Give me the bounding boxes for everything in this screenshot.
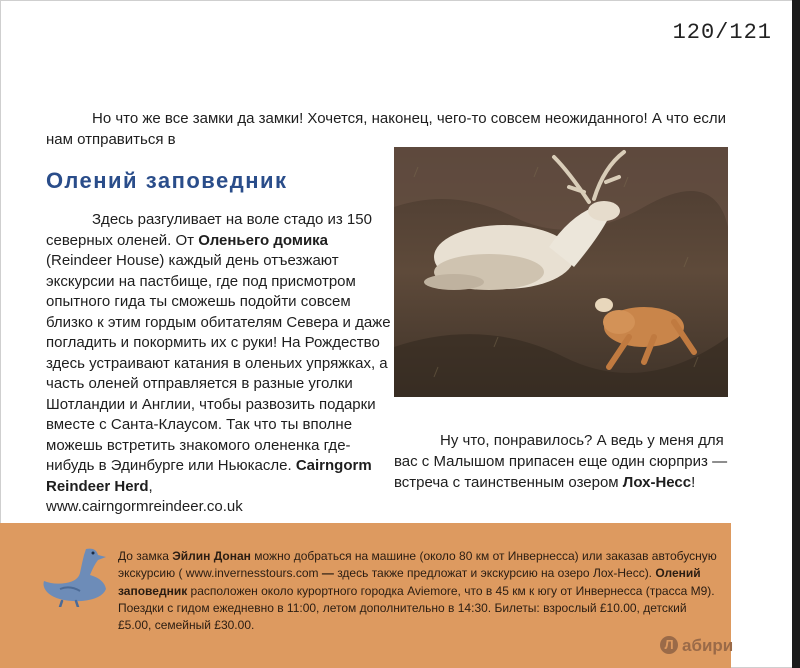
info-text-1: До замка (118, 549, 173, 563)
closing-text-2: ! (691, 474, 696, 491)
info-text-4: расположен около курортного городка Aviemore, что в 45 км к югу от Инвернесса (трасса M9). Поездки с гидом ежедневно в 11:00, летом дополнительно в 14:30. Билеты: взрослый £10.00, детский £5.00, семейный £30.00. (118, 583, 715, 633)
info-text (118, 548, 718, 634)
viewer-scrollbar[interactable] (792, 0, 800, 668)
body-bold-1: Оленьего домика (198, 231, 329, 249)
section-body (46, 210, 392, 518)
logo-text: абири (682, 636, 734, 655)
reindeer-photo (394, 147, 728, 397)
body-text-1: Здесь разгуливает на воле стадо из 150 северных оленей. От (46, 211, 372, 249)
closing-bold: Лох-Несс (622, 474, 692, 491)
info-bold-2: — (318, 566, 338, 581)
intro-paragraph (46, 108, 746, 150)
watermark-logo (660, 636, 733, 656)
body-text-2: (Reindeer House) каждый день отъезжают экскурсии на пастбище, где под присмотром опытного гида ты сможешь подойти совсем близко к этим гордым обитателям Севера и даже погладить и покормить их с руки! На Рождество здесь устраивают катания в оленьих упряжках, а часть оленей отправляется в разные уголки Шотландии и Англии, чтобы развозить подарки вместе с Санта-Клаусом. Так что ты вполне можешь встретить знакомого олененка где-нибудь в Эдинбурге или Ньюкасле. (46, 252, 391, 474)
page-number: 120/121 (672, 20, 772, 45)
closing-text-1: Ну что, понравилось? А ведь у меня для вас с Малышом припасен еще один сюрприз — встреча с таинственным озером (394, 432, 728, 491)
website-link[interactable]: www.cairngormreindeer.co.uk (46, 498, 243, 515)
body-text-3: , (148, 477, 153, 495)
reindeer-illustration (394, 147, 728, 397)
body-bold-2: Cairngorm Reindeer Herd (46, 457, 372, 495)
info-bold-1: Эйлин Донан (172, 549, 251, 563)
intro-text: Но что же все замки да замки! Хочется, наконец, чего-то совсем неожиданного! А что если нам отправиться в (46, 110, 727, 148)
info-text-2: можно добраться на машине (около 80 км от Инвернесса) или заказав автобусную экскурсию ( www.invernesstours.com (118, 549, 717, 581)
info-bold-3: Олений заповедник (118, 566, 701, 598)
section-heading: Олений заповедник (46, 168, 288, 193)
closing-paragraph (394, 430, 734, 493)
goose-icon (38, 545, 112, 607)
logo-icon: Л (660, 636, 678, 654)
info-text-3: здесь также предложат и экскурсию на озеро Лох-Несс). (337, 566, 656, 581)
